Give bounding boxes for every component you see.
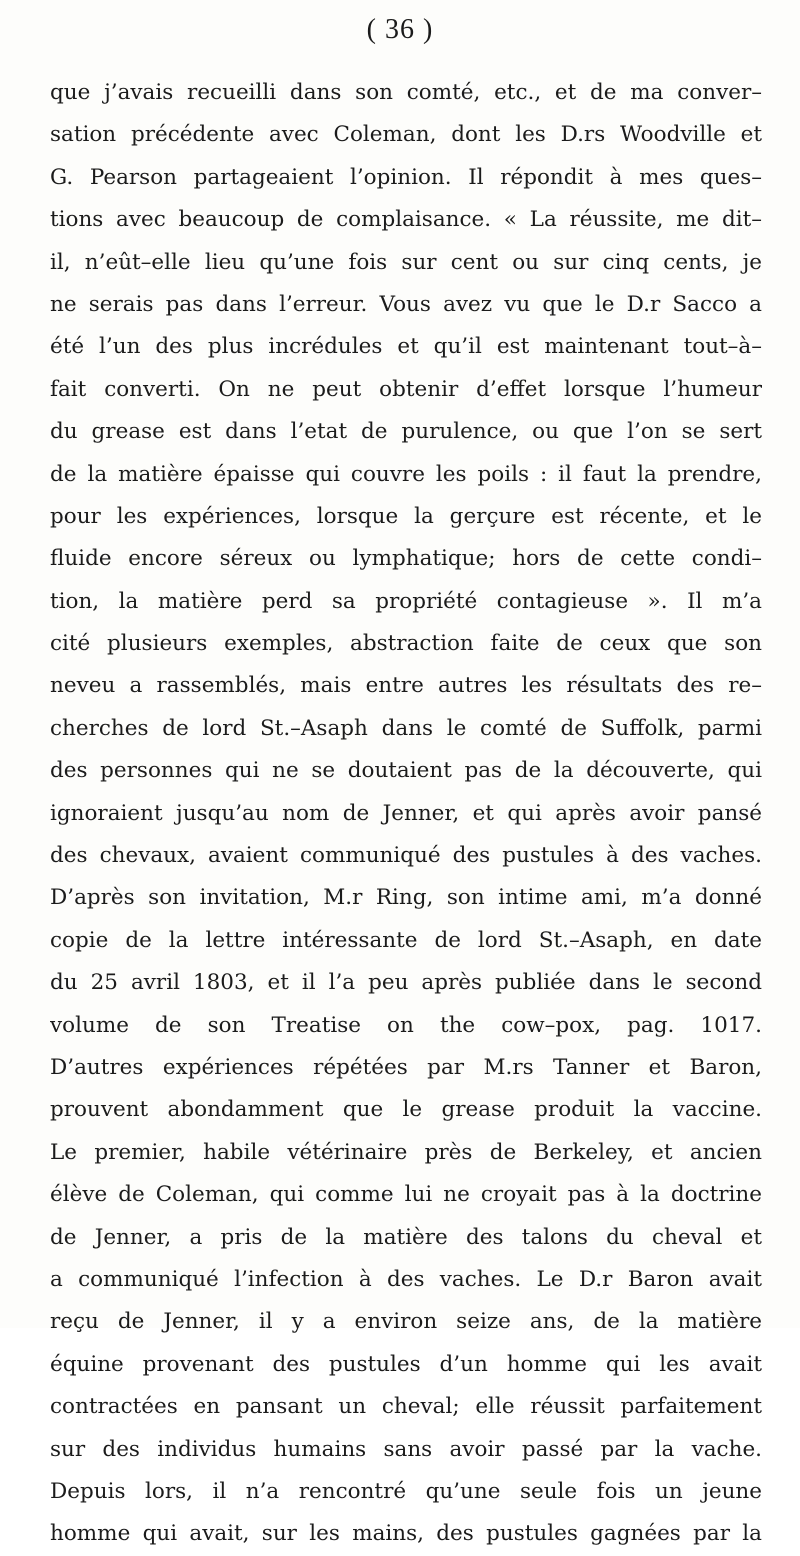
text-line: copie de la lettre intéressante de lord St.–Asaph, en date — [50, 927, 762, 953]
text-line: de Jenner, a pris de la matière des talons du cheval et — [50, 1224, 762, 1250]
text-line: cherches de lord St.–Asaph dans le comté de Suffolk, parmi — [50, 715, 762, 741]
text-line: des chevaux, avaient communiqué des pustules à des vaches. — [50, 843, 762, 869]
text-line: pour les expériences, lorsque la gerçure est récente, et le — [50, 503, 762, 529]
text-line: du 25 avril 1803, et il l’a peu après publiée dans le second — [50, 970, 762, 996]
text-line: G. Pearson partageaient l’opinion. Il répondit à mes ques– — [50, 164, 762, 190]
page-number: ( 36 ) — [366, 14, 434, 45]
text-line: prouvent abondamment que le grease produit la vaccine. — [50, 1097, 762, 1123]
text-line: Le premier, habile vétérinaire près de Berkeley, et ancien — [50, 1139, 762, 1165]
text-line: que j’avais recueilli dans son comté, etc., et de ma conver– — [50, 80, 762, 105]
text-line: du grease est dans l’etat de purulence, ou que l’on se sert — [50, 419, 762, 445]
text-line: ignoraient jusqu’au nom de Jenner, et qui après avoir pansé — [50, 800, 762, 826]
text-line: ne serais pas dans l’erreur. Vous avez vu que le D.r Sacco a — [50, 291, 762, 317]
text-line: il, n’eût–elle lieu qu’une fois sur cent ou sur cinq cents, je — [50, 249, 762, 275]
text-line: sur des individus humains sans avoir passé par la vache. — [50, 1436, 762, 1462]
text-line: neveu a rassemblés, mais entre autres les résultats des re– — [50, 673, 762, 699]
text-line: contractées en pansant un cheval; elle réussit parfaitement — [50, 1394, 762, 1420]
text-line: D’après son invitation, M.r Ring, son intime ami, m’a donné — [50, 885, 762, 911]
text-line: cité plusieurs exemples, abstraction faite de ceux que son — [50, 631, 762, 657]
text-line: des personnes qui ne se doutaient pas de la découverte, qui — [50, 758, 762, 784]
text-line: fait converti. On ne peut obtenir d’effet lorsque l’humeur — [50, 376, 762, 402]
text-line: tions avec beaucoup de complaisance. « La réussite, me dit– — [50, 207, 762, 233]
text-line: homme qui avait, sur les mains, des pustules gagnées par la — [50, 1521, 762, 1547]
text-line: été l’un des plus incrédules et qu’il est maintenant tout–à– — [50, 334, 762, 360]
text-line: volume de son Treatise on the cow–pox, pag. 1017. — [50, 1012, 762, 1038]
body-text — [50, 72, 762, 1556]
text-line: fluide encore séreux ou lymphatique; hors de cette condi– — [50, 546, 762, 572]
text-line: élève de Coleman, qui comme lui ne croyait pas à la doctrine — [50, 1182, 762, 1208]
text-line: D’autres expériences répétées par M.rs Tanner et Baron, — [50, 1054, 762, 1080]
text-line: de la matière épaisse qui couvre les poils : il faut la prendre, — [50, 461, 762, 487]
text-line: Depuis lors, il n’a rencontré qu’une seule fois un jeune — [50, 1478, 762, 1504]
text-line: tion, la matière perd sa propriété contagieuse ». Il m’a — [50, 588, 762, 614]
text-line: reçu de Jenner, il y a environ seize ans, de la matière — [50, 1309, 762, 1335]
text-line: équine provenant des pustules d’un homme qui les avait — [50, 1351, 762, 1377]
text-line: a communiqué l’infection à des vaches. Le D.r Baron avait — [50, 1266, 762, 1292]
text-line: sation précédente avec Coleman, dont les D.rs Woodville et — [50, 122, 762, 148]
